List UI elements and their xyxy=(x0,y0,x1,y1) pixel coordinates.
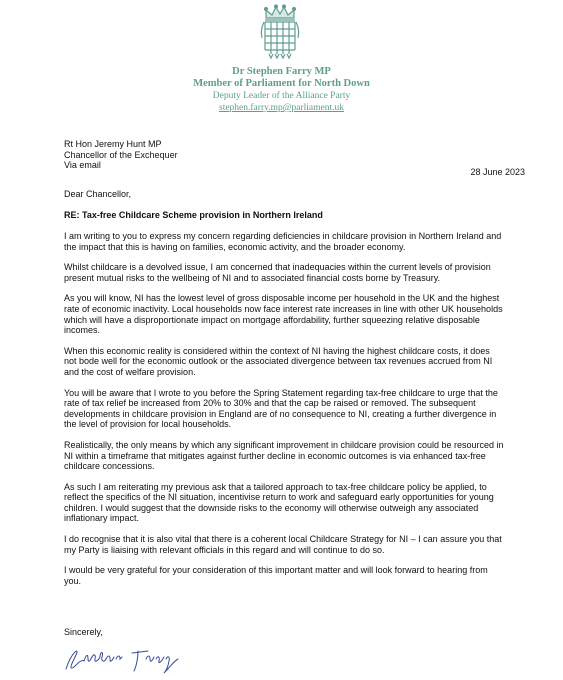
letter-body xyxy=(64,231,504,596)
recipient-title: Chancellor of the Exchequer xyxy=(64,149,178,160)
closing: Sincerely, xyxy=(64,627,103,637)
paragraph: You will be aware that I wrote to you before the Spring Statement regarding tax-free childcare to urge that the rate of tax relief be increased from 20% to 30% and that the cap be raised or removed. The subsequent developments in childcare provision in England are of no consequence to NI, creating a further divergence in the level of provision for local households. xyxy=(64,387,498,430)
paragraph: When this economic reality is considered within the context of NI having the highest childcare costs, it does not bode well for the economic outlook or the associated divergence between tax revenues accrued from NI and the cost of welfare provision. xyxy=(64,345,493,377)
mp-name: Dr Stephen Farry MP xyxy=(232,66,331,77)
paragraph: As such I am reiterating my previous ask that a tailored approach to tax-free childcare policy be applied, to reflect the specifics of the NI situation, incentivise return to work and safeguard early opportunities for young children. I would suggest that the downside risks to the economy will otherwise outweigh any associated inflationary impact. xyxy=(64,481,494,524)
mp-role: Member of Parliament for North Down xyxy=(193,78,370,89)
letterhead xyxy=(0,66,563,114)
paragraph: As you will know, NI has the lowest level of gross disposable income per household in the UK and the highest rate of economic inactivity. Local households now face interest rate increases in line with other UK households which will have a disproportionate impact on mortgage affordability, further squeezing relative disposable incomes. xyxy=(64,293,503,336)
paragraph: I am writing to you to express my concern regarding deficiencies in childcare provision in Northern Ireland and the impact that this is having on families, economic activity, and the broader economy. xyxy=(64,231,502,252)
subject-line: RE: Tax-free Childcare Scheme provision in Northern Ireland xyxy=(64,210,323,220)
delivery-method: Via email xyxy=(64,160,101,170)
recipient-name: Rt Hon Jeremy Hunt MP xyxy=(64,139,162,149)
portcullis-icon xyxy=(256,4,304,60)
paragraph: I do recognise that it is also vital that there is a coherent local Childcare Strategy for NI – I can assure you that my Party is liaising with relevant officials in this regard and will continue to do so. xyxy=(64,534,502,555)
recipient-block xyxy=(64,139,178,171)
party-role: Deputy Leader of the Alliance Party xyxy=(212,91,351,101)
email-link[interactable]: stephen.farry.mp@parliament.uk xyxy=(219,103,344,113)
paragraph: Realistically, the only means by which any significant improvement in childcare provision could be resourced in NI within a timeframe that mitigates against further decline in economic outcomes is via enhanced tax-free childcare concessions. xyxy=(64,439,504,472)
letter-date: 28 June 2023 xyxy=(470,167,525,177)
signature-image xyxy=(62,641,190,675)
greeting: Dear Chancellor, xyxy=(64,189,132,199)
paragraph: I would be very grateful for your consideration of this important matter and will look forward to hearing from you. xyxy=(64,565,488,586)
paragraph: Whilst childcare is a devolved issue, I am concerned that inadequacies within the current levels of provision present mutual risks to the wellbeing of NI and to associated financial costs borne by Treasury. xyxy=(64,262,491,283)
